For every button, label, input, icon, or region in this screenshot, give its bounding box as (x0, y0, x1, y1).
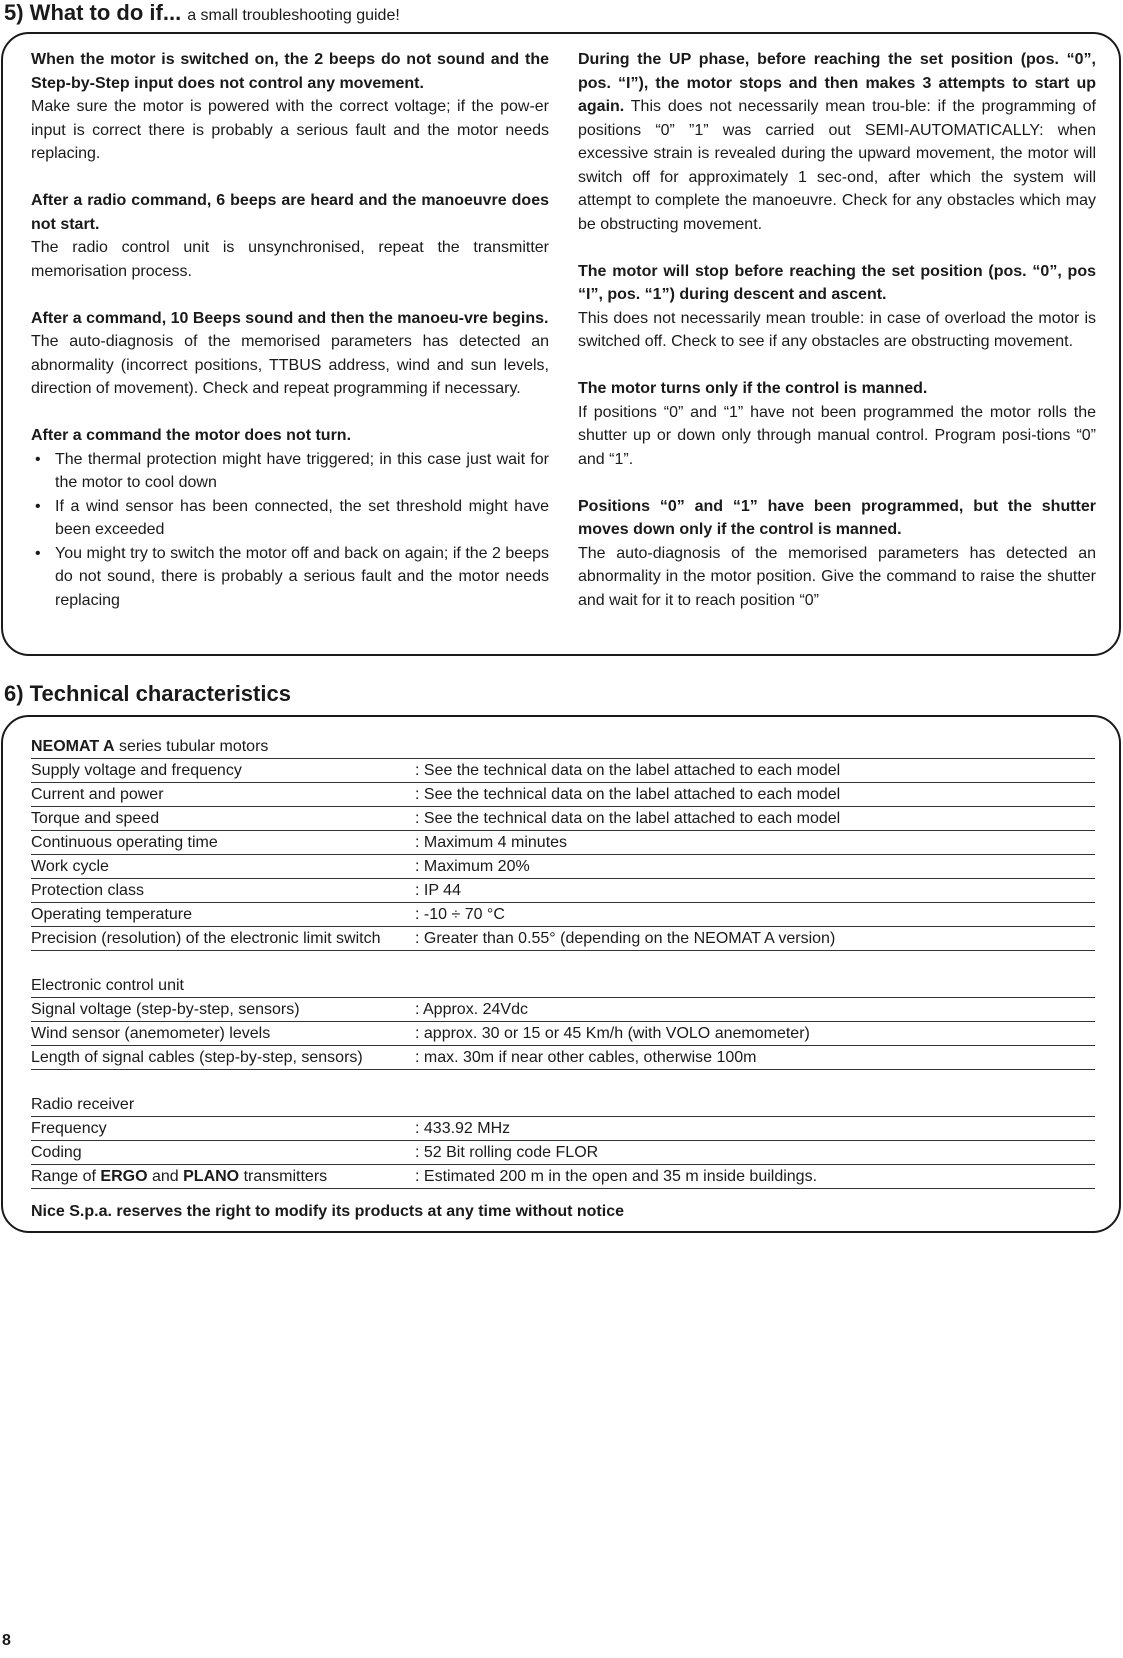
trouble-item (31, 424, 549, 612)
spec-value: : 52 Bit rolling code FLOR (415, 1144, 599, 1161)
spec-label: Coding (31, 1144, 82, 1161)
spec-group-title (31, 735, 1095, 759)
spec-value: : -10 ÷ 70 °C (415, 906, 505, 923)
spacer (31, 951, 1095, 974)
spec-row (31, 1117, 1095, 1141)
product-name: NEOMAT A (31, 738, 115, 755)
spec-table (31, 735, 1095, 1224)
trouble-item-title: The motor turns only if the control is manned. (578, 380, 928, 397)
spacer (31, 1070, 1095, 1093)
spec-label: Length of signal cables (step-by-step, sensors) (31, 1049, 363, 1066)
troubleshooting-box (1, 32, 1121, 656)
section6-heading (4, 681, 291, 707)
footnote: Nice S.p.a. reserves the right to modify its products at any time without notice (31, 1203, 624, 1220)
spec-value: : IP 44 (415, 882, 461, 899)
trouble-item-paragraph (578, 48, 1096, 236)
technical-characteristics-box (1, 715, 1121, 1233)
trouble-item-title: The motor will stop before reaching the set position (pos. “0”, pos “I”, pos. “1”) during descent and ascent. (578, 262, 1096, 303)
trouble-item-body: The auto-diagnosis of the memorised parameters has detected an abnormality (incorrect positions, TTBUS address, wind and sun levels, direction of movement). Check and repeat programming if necessary. (31, 333, 549, 397)
trouble-item (31, 48, 549, 166)
spec-label: Torque and speed (31, 810, 160, 827)
trouble-item-title: After a command, 10 Beeps sound and then the manoeu-vre begins. (31, 309, 549, 327)
trouble-item (578, 48, 1096, 236)
trouble-item (578, 495, 1096, 613)
page-number: 8 (2, 1632, 11, 1649)
transmitter-name: PLANO (183, 1168, 240, 1185)
spec-row (31, 1165, 1095, 1189)
spec-value: : Estimated 200 m in the open and 35 m inside buildings. (415, 1168, 818, 1185)
spec-value: : 433.92 MHz (415, 1120, 511, 1137)
spec-group-title-rest: series tubular motors (119, 738, 269, 755)
trouble-item-title: After a command the motor does not turn. (31, 427, 352, 444)
spec-row (31, 903, 1095, 927)
trouble-item-body: The radio control unit is unsynchronised, repeat the transmitter memorisation process. (31, 239, 549, 280)
spec-label: Current and power (31, 786, 164, 803)
section6-title: 6) Technical characteristics (4, 681, 291, 706)
spec-row (31, 1046, 1095, 1070)
spec-label: Signal voltage (step-by-step, sensors) (31, 1001, 300, 1018)
spec-row (31, 998, 1095, 1022)
spec-label: Precision (resolution) of the electronic limit switch (31, 930, 381, 947)
section5-title: 5) What to do if... (4, 0, 182, 25)
bullet-item: • If a wind sensor has been connected, the set threshold might have been exceeded (31, 495, 549, 542)
troubleshooting-right-column (578, 48, 1096, 612)
trouble-item-title: After a radio command, 6 beeps are heard and the manoeuvre does not start. (31, 192, 549, 233)
spec-row (31, 927, 1095, 951)
spec-row (31, 879, 1095, 903)
spec-value: : Maximum 20% (415, 858, 530, 875)
spec-label-part: transmitters (243, 1168, 328, 1185)
section5-heading (4, 0, 400, 26)
bullet-item: • The thermal protection might have triggered; in this case just wait for the motor to cool down (31, 448, 549, 495)
trouble-item-body: This does not necessarily mean trou-ble: if the programming of positions “0” ”1” was carried out SEMI-AUTOMATICALLY: when excessive strain is revealed during the upward movement, the motor will switch off for approximately 1 sec-ond, after which the system will attempt to complete the manoeuvre. Check for any obstacles which may be obstructing movement. (578, 98, 1097, 233)
spec-row (31, 855, 1095, 879)
bullet-item: • You might try to switch the motor off and back on again; if the 2 beeps do not sound, there is probably a serious fault and the motor needs replacing (31, 542, 549, 613)
spec-label: Protection class (31, 882, 144, 899)
spec-row (31, 783, 1095, 807)
trouble-item (578, 260, 1096, 354)
spec-label: Supply voltage and frequency (31, 762, 242, 779)
spec-value: : max. 30m if near other cables, otherwise 100m (415, 1049, 757, 1066)
spec-row (31, 1022, 1095, 1046)
spec-label: Frequency (31, 1120, 107, 1137)
spec-label (31, 1165, 415, 1188)
spec-label: Continuous operating time (31, 834, 218, 851)
trouble-item-body: Make sure the motor is powered with the correct voltage; if the pow-er input is correct there is probably a serious fault and the motor needs replacing. (31, 98, 549, 162)
trouble-bullet-list (31, 448, 549, 613)
spec-value: : Approx. 24Vdc (415, 1001, 528, 1018)
spec-label: Operating temperature (31, 906, 192, 923)
trouble-item-title: Positions “0” and “1” have been programmed, but the shutter moves down only if the control is manned. (578, 497, 1096, 538)
spec-label-part: and (151, 1168, 179, 1185)
spec-value: : See the technical data on the label attached to each model (415, 786, 841, 803)
trouble-item-title: During the UP phase, before reaching the set position (pos. “0”, pos. “I”), the motor stops and then makes 3 attempts to start up again. (578, 51, 1096, 115)
troubleshooting-left-column (31, 48, 549, 612)
spec-row (31, 759, 1095, 783)
trouble-item-title: When the motor is switched on, the 2 beeps do not sound and the Step-by-Step input does not control any movement. (31, 51, 549, 92)
spec-row (31, 831, 1095, 855)
transmitter-name: ERGO (100, 1168, 148, 1185)
spec-row (31, 807, 1095, 831)
spec-label: Wind sensor (anemometer) levels (31, 1025, 271, 1042)
trouble-item (31, 189, 549, 283)
spec-group-title: Electronic control unit (31, 974, 1095, 998)
spec-value: : Maximum 4 minutes (415, 834, 568, 851)
trouble-item-body: If positions “0” and “1” have not been programmed the motor rolls the shutter up or down only through manual control. Program posi-tions “0” and “1”. (578, 403, 1096, 468)
spec-value: : approx. 30 or 15 or 45 Km/h (with VOLO anemometer) (415, 1025, 810, 1042)
spec-group-title: Radio receiver (31, 1093, 1095, 1117)
spec-value: : See the technical data on the label attached to each model (415, 762, 841, 779)
trouble-item-body: This does not necessarily mean trouble: in case of overload the motor is switched off. Check to see if any obstacles are obstructing movement. (578, 309, 1096, 350)
spec-label-part: Range of (31, 1168, 96, 1185)
spec-label: Work cycle (31, 858, 109, 875)
spec-row (31, 1141, 1095, 1165)
spec-value: : See the technical data on the label attached to each model (415, 810, 841, 827)
spec-value: : Greater than 0.55° (depending on the NEOMAT A version) (415, 930, 836, 947)
trouble-item (31, 307, 549, 401)
trouble-item (578, 377, 1096, 471)
trouble-item-body: The auto-diagnosis of the memorised parameters has detected an abnormality in the motor position. Give the command to raise the shutter and wait for it to reach position “0” (578, 544, 1096, 609)
section5-subtitle: a small troubleshooting guide! (187, 7, 400, 24)
